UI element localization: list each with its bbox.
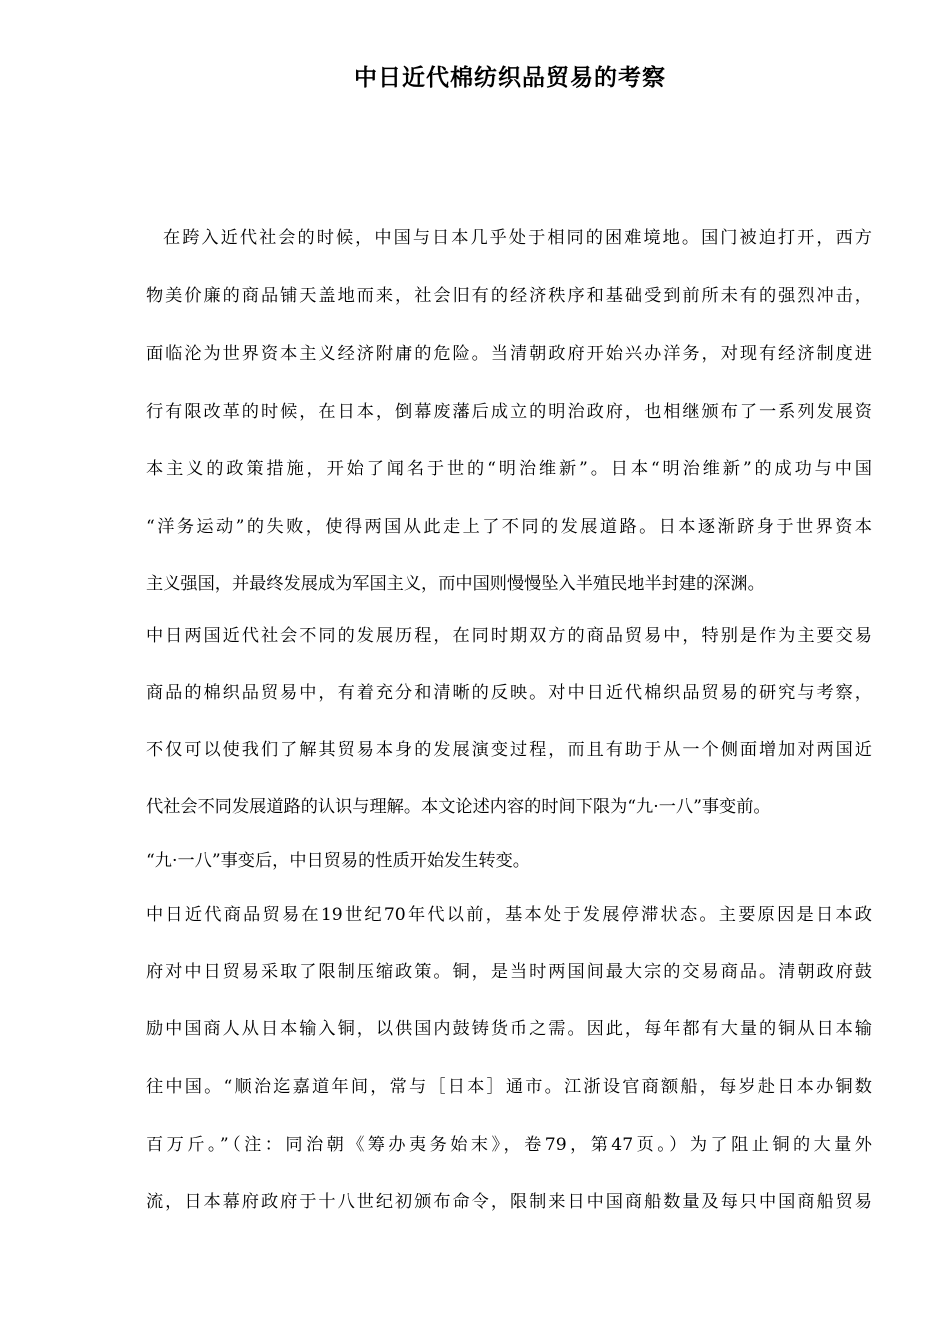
text-line: 本主义的政策措施，开始了闻名于世的“明治维新”。日本“明治维新”的成功与中国 xyxy=(146,459,872,479)
page-title: 中日近代棉纺织品贸易的考察 xyxy=(354,65,666,91)
text-line: 中日近代商品贸易在19世纪70年代以前，基本处于发展停滞状态。主要原因是日本政 xyxy=(146,905,872,925)
text-line: 物美价廉的商品铺天盖地而来，社会旧有的经济秩序和基础受到前所未有的强烈冲击， xyxy=(146,286,872,306)
text-line: “洋务运动”的失败，使得两国从此走上了不同的发展道路。日本逐渐跻身于世界资本 xyxy=(146,517,872,537)
text-line: 行有限改革的时候，在日本，倒幕废藩后成立的明治政府，也相继颁布了一系列发展资 xyxy=(146,402,872,422)
text-line: 代社会不同发展道路的认识与理解。本文论述内容的时间下限为“九·一八”事变前。 xyxy=(146,797,771,817)
text-line: 中日两国近代社会不同的发展历程，在同时期双方的商品贸易中，特别是作为主要交易 xyxy=(146,626,872,646)
text-line: 不仅可以使我们了解其贸易本身的发展演变过程，而且有助于从一个侧面增加对两国近 xyxy=(146,740,872,760)
text-line: 面临沦为世界资本主义经济附庸的危险。当清朝政府开始兴办洋务，对现有经济制度进 xyxy=(146,344,872,364)
text-line: 主义强国，并最终发展成为军国主义，而中国则慢慢坠入半殖民地半封建的深渊。 xyxy=(146,574,765,594)
text-line: 商品的棉织品贸易中，有着充分和清晰的反映。对中日近代棉织品贸易的研究与考察， xyxy=(146,683,872,703)
text-line: 往中国。“顺治迄嘉道年间，常与［日本］通市。江浙设官商额船，每岁赴日本办铜数 xyxy=(146,1077,872,1097)
text-line: “九·一八”事变后，中日贸易的性质开始发生转变。 xyxy=(146,851,530,871)
text-line: 府对中日贸易采取了限制压缩政策。铜，是当时两国间最大宗的交易商品。清朝政府鼓 xyxy=(146,962,872,982)
text-line: 百万斤。”（注：同治朝《筹办夷务始末》，卷79，第47页。）为了阻止铜的大量外 xyxy=(146,1135,872,1155)
text-line: 流，日本幕府政府于十八世纪初颁布命令，限制来日中国商船数量及每只中国商船贸易 xyxy=(146,1192,872,1212)
text-line: 励中国商人从日本输入铜，以供国内鼓铸货币之需。因此，每年都有大量的铜从日本输 xyxy=(146,1019,872,1039)
text-line: 在跨入近代社会的时候，中国与日本几乎处于相同的困难境地。国门被迫打开，西方 xyxy=(163,228,872,248)
